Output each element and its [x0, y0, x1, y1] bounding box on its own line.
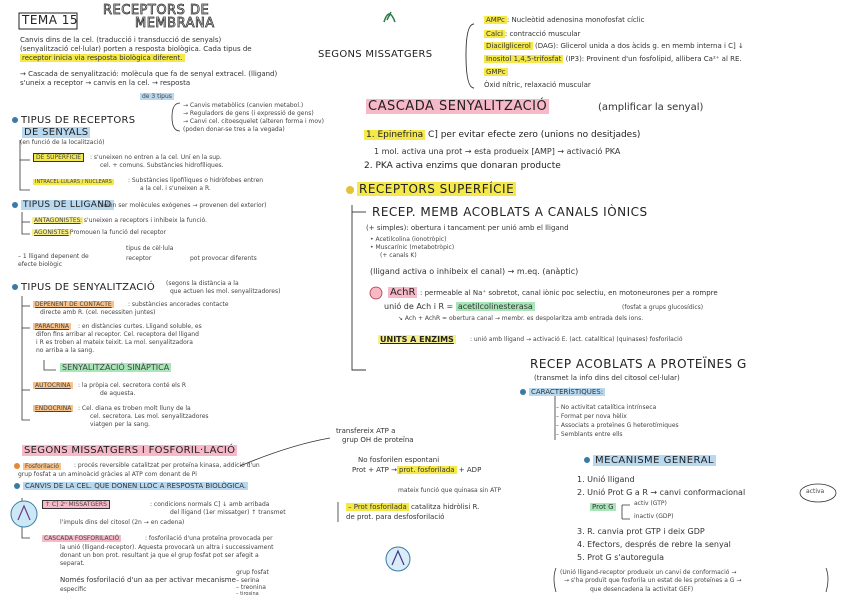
mecanisme-general-heading: MECANISME GENERAL: [595, 455, 714, 466]
paracrina-text-4: no arriba a la sang.: [36, 347, 95, 354]
prot-fosforilada-label: – Prot fosforilada: [348, 503, 407, 511]
endocrina-text-3: viatgen per la sang.: [90, 421, 150, 428]
tipus-senyal-note-2: que actuen les mol. senyalitzadores): [170, 288, 281, 295]
endocrina-text-2: cel. secretora. Les mol. senyalitzadores: [90, 413, 209, 420]
cascada-fosforilacio-text-1: : fosforilació d'una proteïna provocada per: [145, 535, 273, 542]
antagonistes-label: ANTAGONISTES: [34, 217, 81, 224]
final-note-2: → s'ha produït que fosforila un estat de les proteïnes a G →: [564, 577, 742, 584]
bullet-dot-icon: [12, 202, 18, 208]
canvis-cel-heading: CANVIS DE LA CEL. QUE DONEN LLOC A RESPOSTA BIOLÒGICA.: [25, 482, 247, 490]
caracteristica-3: – Associats a proteïnes G heterotímiques: [556, 422, 679, 429]
prot-g-activ: activ (GTP): [634, 500, 667, 507]
dag-label: Diacilglicerol: [486, 42, 531, 50]
dep-contacte-label: DEPENENT DE CONTACTE: [35, 301, 112, 308]
eq-prot-atp: Prot + ATP →: [352, 466, 397, 474]
cascada-fosforilacio-text-3: donant un bon prot. resultant ja que el grup fosfat pot ser afegit a: [60, 552, 259, 559]
proteines-g-heading: RECEP ACOBLATS A PROTEÏNES G: [530, 357, 747, 371]
antagonistes-text: : s'uneixen a receptors i inhibeix la funció.: [80, 217, 207, 224]
caracteristiques-label: CARACTERÍSTIQUES:: [531, 388, 604, 396]
cascada-senyalitzacio-heading: CASCADA SENYALITZACIÓ: [368, 99, 548, 114]
final-note-1: (Unió lligand-receptor produeix un canvi de conformació →: [560, 569, 737, 576]
fosforilacio-text-2: grup fosfat a un aminoàcid gràcies al ATP com donant de Pi: [18, 471, 197, 478]
missatgers-2-text-2: del lligand (1er missatger) ↑ transmet: [170, 509, 286, 516]
proteines-g-note: (transmet la info dins del citosol cel·lular): [534, 374, 680, 382]
caracteristica-4: – Semblants entre ells: [556, 431, 623, 438]
autocrina-text-2: de aquesta.: [100, 390, 136, 397]
ach-achr-text: ↘ Ach + AchR = obertura canal → membr. es despolaritza amb entrada dels ions.: [398, 315, 644, 322]
g-protein-doodle-icon: [384, 545, 412, 573]
dep-contacte-text-2: directe amb R. (cel. necessiten juntes): [40, 309, 156, 316]
nomes-fosforilacio-text: Només fosforilació d'un aa per activar mecanisme: [60, 576, 236, 584]
epinefrina-text: C] per evitar efecte zero (unions no desitjades): [425, 130, 641, 140]
tipus-canvi-3: → Canvi cel. citoesquelet (alteren forma i mov): [183, 118, 324, 125]
muscarinic-item: • Muscarínic (metabotròpic): [370, 244, 455, 251]
agonistes-label: AGONISTES: [34, 229, 69, 236]
segons-missatgers-heading: SEGONS MISSATGERS: [318, 49, 433, 60]
paracrina-text-3: i R es troben al mateix teixit. La mol. senyalitzadora: [36, 339, 193, 346]
achr-text: : permeable al Na⁺ sobretot, canal iònic poc selectiu, en motoneurones per a rompre: [420, 289, 718, 297]
tipus-lligand-note: (solen ser molècules exògenes → provenen del exterior): [98, 202, 267, 209]
eq-prot-fosforilada: prot. fosforilada: [399, 466, 455, 474]
desfosforilacio-text: de prot. para desfosforilació: [346, 513, 445, 521]
mecanisme-step-1: 1. Unió lligand: [577, 475, 635, 484]
intracellulars-label: INTRACEL·LULARS / NUCLEARS: [35, 179, 112, 185]
prot-g-label: Prot G: [592, 503, 614, 511]
cascada-fosforilacio-text-4: separat.: [60, 560, 85, 567]
superficie-text-2: cel. + comuns. Substàncies hidrofíliques.: [100, 162, 224, 169]
lligand-dep-2: efecte biològic: [18, 261, 63, 268]
grup-fosfat-text: grup fosfat: [236, 569, 269, 576]
calci-label: Calci: [486, 30, 503, 38]
tipus-senyal-note-1: (segons la distància a la: [166, 280, 239, 287]
intro-line-3: receptor inicia via resposta biològica diferent.: [22, 54, 183, 62]
receptor-circle-doodle-icon: [8, 498, 40, 530]
no-fosforilen-text: No fosforilen espontani: [358, 456, 440, 464]
acetilcolina-item: • Acetilcolina (ionotròpic): [370, 236, 447, 243]
activa-circled-text: activa: [806, 488, 825, 495]
eq-adp: + ADP: [456, 466, 482, 474]
ampc-text: : Nucleòtid adenosina monofosfat cíclic: [506, 16, 645, 24]
bullet-dot-icon: [520, 389, 526, 395]
tipus-receptors-heading-1: TIPUS DE RECEPTORS: [21, 115, 136, 126]
tipus-canvi-4: (poden donar-se tres a la vegada): [183, 126, 285, 133]
autocrina-text-1: : la pròpia cel. secretora conté els R: [78, 382, 187, 389]
tipus-canvi-1: → Canvis metabòlics (canvien metabol.): [183, 102, 304, 109]
cascada-fosforilacio-text-2: la unió (lligand-receptor). Aquesta provocarà un altra i successivament: [60, 544, 274, 551]
transfereix-atp-1: transfereix ATP a: [336, 427, 396, 435]
page-title-line1: RECEPTORS DE: [103, 3, 210, 18]
superficie-label: DE SUPERFÍCIE: [33, 153, 84, 162]
missatgers-2-text-3: l'impuls dins del citosol (2n → en cadena): [60, 519, 185, 526]
paracrina-text-1: : en distàncies curtes. Lligand soluble, es: [78, 323, 202, 330]
segons-fosforilacio-heading: SEGONS MISSATGERS I FOSFORIL·LACIÓ: [24, 445, 236, 456]
unio-ach-r: unió de Ach i R =: [384, 302, 454, 311]
ampc-label: AMPc: [486, 16, 505, 24]
bullet-dot-icon: [14, 483, 20, 489]
autocrina-label: AUTOCRINA: [35, 382, 71, 389]
cascada-fosforilacio-label: CASCADA FOSFORILACIÓ: [44, 535, 120, 542]
missatgers-2-label: ↑ C] 2ⁿ MISSATGERS: [42, 500, 110, 509]
tipus-senyalitzacio-heading: TIPUS DE SENYALITZACIÓ: [21, 282, 155, 293]
superficie-text-1: : s'uneixen no entren a la cel. Uní en la sup.: [90, 154, 222, 161]
bullet-dot-icon: [12, 117, 18, 123]
tema-label: TEMA 15: [22, 13, 79, 27]
en-funcio-note: (en funció de la localització): [20, 139, 105, 146]
cascada-step-1b: 1 mol. activa una prot → esta produeix [AMP] → activació PKA: [374, 147, 621, 156]
tipus-receptors-heading-2: DE SENYALS: [24, 127, 89, 138]
page-title-line2: MEMBRANA: [135, 16, 215, 31]
final-note-3: que desencadena la activitat GEF): [590, 586, 694, 593]
fosfat-grups-note: (fosfat a grups glucosídics): [622, 304, 704, 311]
de-3-tipus: de 3 tipus: [142, 93, 172, 100]
cascada-senyalitzacio-note: (amplificar la senyal): [598, 102, 704, 113]
dep-contacte-text-1: : substàncies ancorades contacte: [128, 301, 229, 308]
achr-label: AchR: [390, 287, 416, 298]
intro-line-2: (senyalització cel·lular) porten a resposta biològica. Cada tipus de: [20, 45, 252, 53]
acetilcolinesterasa-label: acetilcolinesterasa: [457, 302, 533, 311]
endocrina-text-1: : Cel. diana es troben molt lluny de la: [78, 405, 191, 412]
intro-line-1: Canvis dins de la cel. (traducció i transducció de senyals): [20, 36, 222, 44]
canals-k-item: (+ canals K): [380, 252, 417, 259]
ip3-text: (IP3): Provinent d'un fosfolípid, allibera Ca²⁺ al RE.: [563, 55, 742, 63]
nomes-especific-text: específic: [60, 586, 87, 593]
lligand-dep-5: pot provocar diferents: [190, 255, 257, 262]
caracteristica-1: – No activitat catalítica intrínseca: [556, 404, 657, 411]
units-enzims-text: : unió amb lligand → activació E. (act. catalítica) (quinases) fosforilació: [470, 336, 683, 343]
cascada-step-2: 2. PKA activa enzims que donaran producte: [364, 161, 561, 171]
receptor-doodle-icon: [378, 4, 400, 26]
mecanisme-step-4: 4. Efectors, després de rebre la senyal: [577, 540, 731, 549]
intra-text-2: a la cel. i s'uneixen a R.: [140, 185, 211, 192]
oxid-nitric-text: Òxid nítric, relaxació muscular: [484, 81, 591, 89]
bullet-dot-icon: [346, 186, 354, 194]
mecanisme-step-5: 5. Prot G s'autoregula: [577, 553, 664, 562]
prot-g-inactiv: inactiv (GDP): [634, 513, 674, 520]
lligand-dep-3: tipus de cèl·lula: [126, 245, 174, 252]
endocrina-label: ENDOCRINA: [35, 405, 72, 412]
ach-circle-icon: [368, 285, 384, 301]
aa-tirosina: – tirosina: [236, 591, 259, 597]
catalitza-text: catalitza hidròlisi R.: [408, 503, 480, 511]
calci-text: : contracció muscular: [504, 30, 581, 38]
fosforilacio-text-1: : procés reversible catalitzat per proteïna kinasa, addició d'un: [74, 462, 260, 469]
lligand-dep-4: receptor: [126, 255, 152, 262]
tipus-canvi-2: → Reguladors de gens (i expressió de gens): [183, 110, 314, 117]
bullet-dot-icon: [14, 463, 20, 469]
ip3-label: Inositol 1,4,5-trifosfat: [486, 55, 562, 63]
aa-serina: – serina: [236, 577, 260, 584]
fosforilacio-label: Fosforilació: [25, 462, 59, 470]
intra-text-1: : Substàncies lipofíliques o hidròfobes entren: [128, 177, 264, 184]
caracteristica-2: – Format per nova hèlix: [556, 413, 627, 420]
transfereix-atp-2: grup OH de proteïna: [342, 436, 414, 444]
receptors-superficie-heading: RECEPTORS SUPERFÍCIE: [359, 182, 515, 196]
units-enzims-label: UNITS A ENZIMS: [380, 335, 454, 344]
bullet-dot-icon: [12, 284, 18, 290]
canals-ionics-heading: RECEP. MEMB ACOBLATS A CANALS IÒNICS: [372, 205, 648, 219]
paracrina-text-2: difon fins arribar al receptor. Cel. receptora del lligand: [36, 331, 199, 338]
mecanisme-step-3: 3. R. canvia prot GTP i deix GDP: [577, 527, 705, 536]
cascada-line-1: → Cascada de senyalització: molècula que fa de senyal extracel. (lligand): [20, 70, 278, 78]
gmpc-label: GMPc: [486, 68, 506, 76]
sinaptica-label: SENYALITZACIÓ SINÀPTICA: [62, 363, 170, 372]
epinefrina-label: 1. Epinefrina: [366, 130, 424, 140]
paracrina-label: PARACRINA: [35, 323, 69, 330]
dag-text: (DAG): Glicerol unida a dos àcids g. en memb interna i C] ↓: [532, 42, 744, 50]
agonistes-text: : Promouen la funció del receptor: [66, 229, 167, 236]
lligand-dep-1: – 1 lligand depenent de: [18, 253, 89, 260]
bullet-dot-icon: [584, 457, 590, 463]
canals-ionics-note: (+ simples): obertura i tancament per unió amb el lligand: [366, 224, 569, 232]
aa-treonina: – treonina: [236, 584, 266, 591]
mateix-funcio-quinasa: mateix funció que quinasa sin ATP: [398, 487, 502, 494]
lligand-activa-text: (lligand activa o inhibeix el canal) → m.eq. (anàptic): [370, 267, 579, 276]
cascada-line-2: s'uneix a receptor → canvis en la cel. → resposta: [20, 79, 191, 87]
mecanisme-step-2: 2. Unió Prot G a R → canvi conformacional: [577, 488, 746, 497]
tipus-lligand-heading: TIPUS DE LLIGAND: [23, 200, 112, 210]
missatgers-2-text-1: : condicions normals C] ↓ amb arribada: [150, 501, 270, 508]
